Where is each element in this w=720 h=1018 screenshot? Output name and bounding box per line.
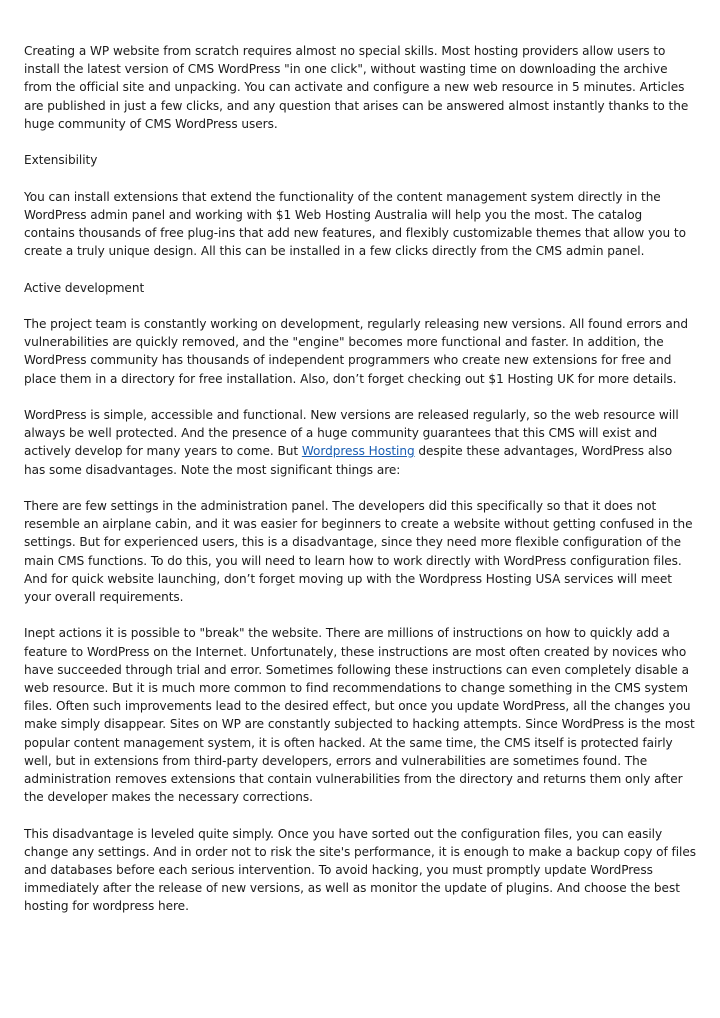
wordpress-hosting-link[interactable]: Wordpress Hosting (301, 444, 415, 459)
paragraph-active-development: The project team is constantly working on development, regularly releasing new versions. All found errors and vulnerabilities are quickly removed, and the "engine" becomes more functional and faster. In addition, the WordPress community has thousands of independent programmers who create new extensions for free and place them in a directory for free installation. Also, don’t forget checking out $1 Hosting UK for more details. (24, 316, 688, 386)
heading-active-development: Active development (24, 280, 145, 295)
paragraph-text-after-link: despite these advantages, WordPress also has some disadvantages. Note the most significant things are: (24, 444, 673, 477)
heading-extensibility: Extensibility (24, 153, 98, 168)
paragraph-few-settings: There are few settings in the administration panel. The developers did this specifically so that it does not resemble an airplane cabin, and it was easier for beginners to create a website without getting confused in the settings. But for experienced users, this is a disadvantage, since they need more flexible configuration of the main CMS functions. To do this, you will need to learn how to work directly with WordPress configuration files. And for quick website launching, don’t forget moving up with the Wordpress Hosting USA services will meet your overall requirements. (24, 498, 693, 604)
paragraph-intro: Creating a WP website from scratch requires almost no special skills. Most hosting providers allow users to install the latest version of CMS WordPress "in one click", without wasting time on downloading the archive from the official site and unpacking. You can activate and configure a new web resource in 5 minutes. Articles are published in just a few clicks, and any question that arises can be answered almost instantly thanks to the huge community of CMS WordPress users. (24, 44, 689, 131)
paragraph-extensibility: You can install extensions that extend the functionality of the content management system directly in the WordPress admin panel and working with $1 Web Hosting Australia will help you the most. The catalog contains thousands of free plug-ins that add new features, and flexibly customizable themes that allow you to create a truly unique design. All this can be installed in a few clicks directly from the CMS admin panel. (24, 189, 686, 259)
paragraph-text-before-link: WordPress is simple, accessible and functional. New versions are released regularly, so the web resource will always be well protected. And the presence of a huge community guarantees that this CMS will exist and actively develop for many years to come. But (24, 407, 679, 459)
paragraph-leveled-simply: This disadvantage is leveled quite simply. Once you have sorted out the configuration files, you can easily change any settings. And in order not to risk the site's performance, it is enough to make a backup copy of files and databases before each serious intervention. To avoid hacking, you must promptly update WordPress immediately after the release of new versions, as well as monitor the update of plugins. And choose the best hosting for wordpress here. (24, 826, 696, 914)
paragraph-inept-actions: Inept actions it is possible to "break" the website. There are millions of instructions on how to quickly add a feature to WordPress on the Internet. Unfortunately, these instructions are most often created by novices who have succeeded through trial and error. Sometimes following these instructions can even completely disable a web resource. But it is much more common to find recommendations to change something in the CMS system files. Often such improvements lead to the desired effect, but once you update WordPress, all the changes you make simply disappear. Sites on WP are constantly subjected to hacking attempts. Since WordPress is the most popular content management system, it is often hacked. At the same time, the CMS itself is protected fairly well, but in extensions from third-party developers, errors and vulnerabilities are sometimes found. The administration removes extensions that contain vulnerabilities from the directory and returns them only after the developer makes the necessary corrections. (24, 626, 695, 805)
paragraph-simple-accessible (24, 406, 696, 479)
